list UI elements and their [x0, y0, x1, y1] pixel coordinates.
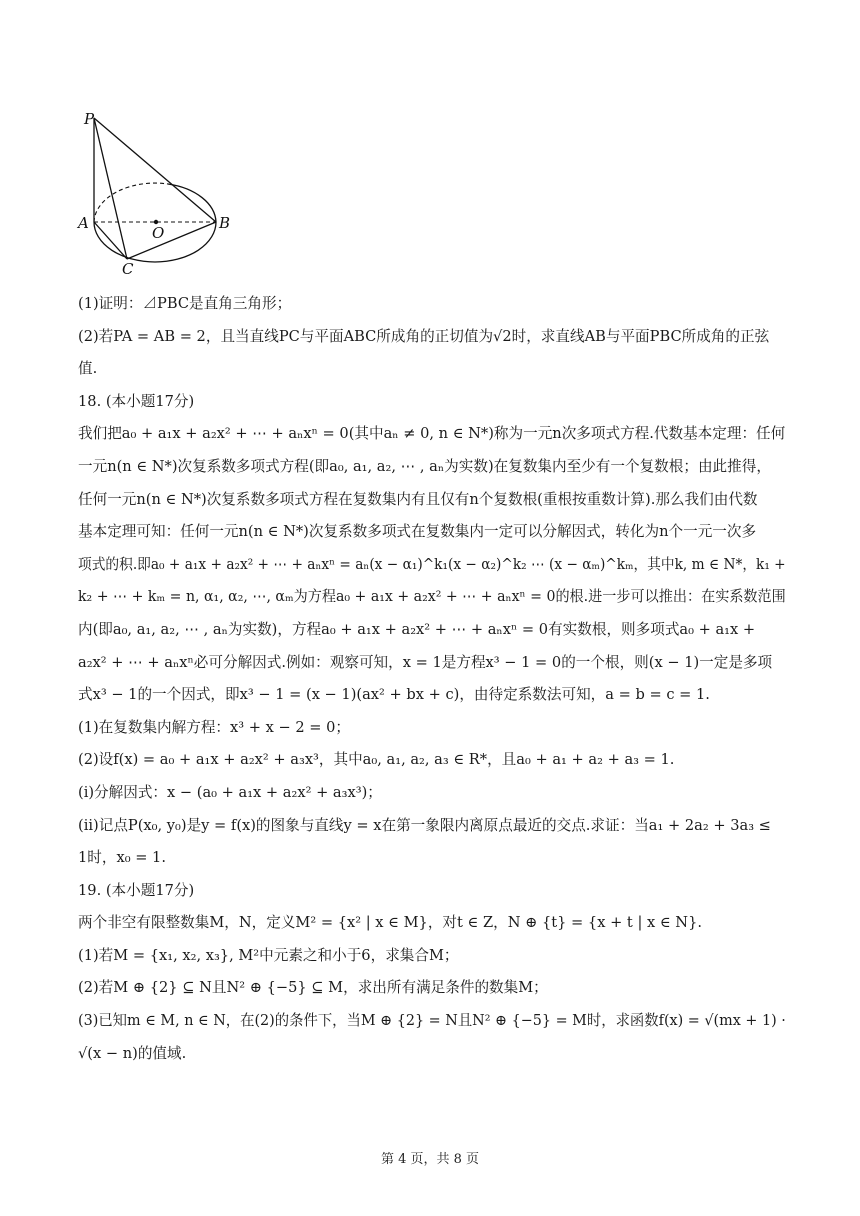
text-line: 一元n(n ∈ N*)次复系数多项式方程(即a₀, a₁, a₂, ⋯ , aₙ为实数)在复数集内至少有一个复数根；由此推得，	[78, 457, 771, 475]
section-heading: 19. (本小题17分)	[78, 881, 195, 899]
text-line: (2)设f(x) = a₀ + a₁x + a₂x² + a₃x³，其中a₀, a₁, a₂, a₃ ∈ R*，且a₀ + a₁ + a₂ + a₃ = 1.	[78, 751, 675, 769]
label-b: B	[219, 214, 231, 232]
text-line: 值.	[78, 360, 98, 378]
text-line: 基本定理可知：任何一元n(n ∈ N*)次复系数多项式在复数集内一定可以分解因式，转化为n个一元一次多	[78, 523, 757, 541]
label-p: P	[84, 110, 95, 128]
base-back-arc-dashed	[94, 183, 168, 222]
text-line: 两个非空有限整数集M，N，定义M² = {x² | x ∈ M}，对t ∈ Z，N ⊕ {t} = {x + t | x ∈ N}.	[78, 914, 702, 932]
label-a: A	[78, 214, 89, 232]
section-heading: 18. (本小题17分)	[78, 392, 195, 410]
label-c: C	[122, 260, 134, 278]
text-line: (3)已知m ∈ M, n ∈ N，在(2)的条件下，当M ⊕ {2} = N且N² ⊕ {−5} = M时，求函数f(x) = √(mx + 1) ·	[78, 1012, 786, 1030]
text-line: 式x³ − 1的一个因式，即x³ − 1 = (x − 1)(ax² + bx + c)，由待定系数法可知，a = b = c = 1.	[78, 686, 710, 704]
text-line: 内(即a₀, a₁, a₂, ⋯ , aₙ为实数)，方程a₀ + a₁x + a₂x² + ⋯ + aₙxⁿ = 0有实数根，则多项式a₀ + a₁x +	[78, 620, 756, 638]
geometry-figure	[72, 104, 242, 280]
text-line: (1)在复数集内解方程：x³ + x − 2 = 0；	[78, 718, 351, 736]
text-line: (2)若PA = AB = 2，且当直线PC与平面ABC所成角的正切值为√2时，求直线AB与平面PBC所成角的正弦	[78, 327, 770, 345]
edge-cb	[127, 222, 216, 259]
page-footer: 第 4 页，共 8 页	[380, 1152, 480, 1167]
text-line: 项式的积.即a₀ + a₁x + a₂x² + ⋯ + aₙxⁿ = aₙ(x − α₁)^k₁(x − α₂)^k₂ ⋯ (x − αₘ)^kₘ，其中k, m ∈ N*，k₁ +	[78, 555, 786, 573]
document-body	[78, 288, 786, 1070]
text-line: 任何一元n(n ∈ N*)次复系数多项式方程在复数集内有且仅有n个复数根(重根按重数计算).那么我们由代数	[78, 490, 758, 508]
text-line: (1)证明：⊿PBC是直角三角形；	[78, 295, 292, 312]
text-line: a₂x² + ⋯ + aₙxⁿ必可分解因式.例如：观察可知，x = 1是方程x³ − 1 = 0的一个根，则(x − 1)一定是多项	[78, 653, 773, 671]
edge-pb	[94, 118, 216, 222]
text-line: (2)若M ⊕ {2} ⊆ N且N² ⊕ {−5} ⊆ M，求出所有满足条件的数集M；	[78, 979, 548, 997]
label-o: O	[152, 224, 165, 242]
text-line: √(x − n)的值域.	[78, 1044, 187, 1062]
text-line: 1时，x₀ = 1.	[78, 849, 166, 867]
text-line: k₂ + ⋯ + kₘ = n, α₁, α₂, ⋯, αₘ为方程a₀ + a₁x + a₂x² + ⋯ + aₙxⁿ = 0的根.进一步可以推出：在实系数范围	[78, 588, 786, 606]
text-line: 我们把a₀ + a₁x + a₂x² + ⋯ + aₙxⁿ = 0(其中aₙ ≠ 0, n ∈ N*)称为一元n次多项式方程.代数基本定理：任何	[78, 425, 786, 443]
text-line: (1)若M = {x₁, x₂, x₃}, M²中元素之和小于6，求集合M；	[78, 946, 459, 964]
text-line: (ii)记点P(x₀, y₀)是y = f(x)的图象与直线y = x在第一象限内离原点最近的交点.求证：当a₁ + 2a₂ + 3a₃ ≤	[78, 816, 771, 834]
text-line: (i)分解因式：x − (a₀ + a₁x + a₂x² + a₃x³)；	[78, 783, 382, 801]
